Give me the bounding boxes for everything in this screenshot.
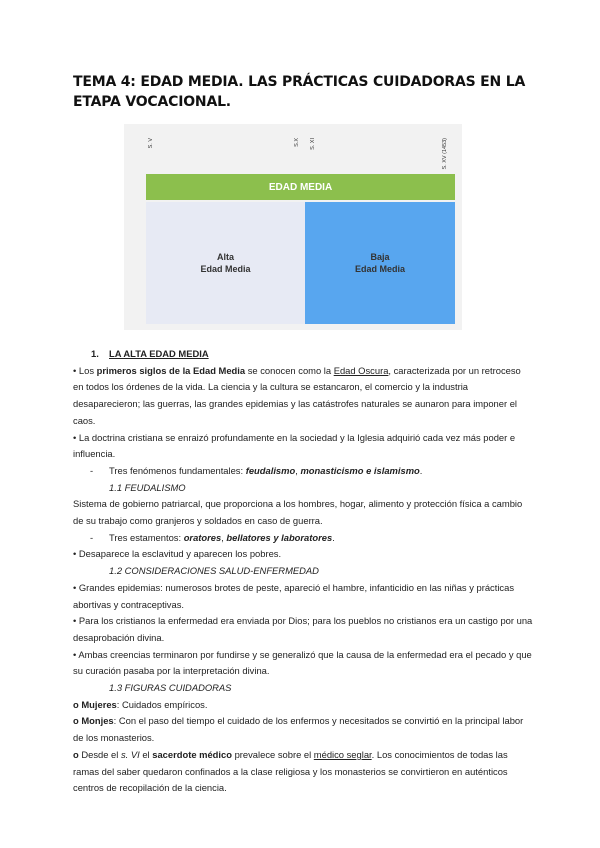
paragraph: • La doctrina cristiana se enraizó profundamente en la sociedad y la Iglesia adquirió cada vez más poder e influencia. bbox=[73, 431, 516, 460]
page-title: TEMA 4: EDAD MEDIA. LAS PRÁCTICAS CUIDADORAS EN LA ETAPA VOCACIONAL. bbox=[73, 74, 526, 110]
tick-label: S. XV (1453) bbox=[442, 138, 448, 170]
timeline-diagram bbox=[124, 124, 462, 330]
alta-edad-media-box bbox=[146, 202, 305, 324]
edad-media-bar: EDAD MEDIA bbox=[146, 174, 455, 200]
baja-edad-media-box bbox=[305, 202, 455, 324]
list-item: o Desde el s. VI el sacerdote médico prevalece sobre el médico seglar. Los conocimientos de todas las ramas del saber quedaron confinados a la clase religiosa y los monasterios se convirtieron en auténticos centros de recopilación de la ciencia. bbox=[73, 748, 508, 794]
subheading: 1.1 FEUDALISMO bbox=[109, 481, 186, 493]
tick-label: S. XI bbox=[310, 138, 316, 150]
baja-label: Baja bbox=[370, 252, 390, 262]
subheading: 1.2 CONSIDERACIONES SALUD-ENFERMEDAD bbox=[109, 565, 319, 577]
document-body bbox=[73, 346, 533, 797]
paragraph: • Grandes epidemias: numerosos brotes de peste, apareció el hambre, infanticidio en las niñas y prácticas abortivas y contraceptivas. bbox=[73, 581, 515, 610]
list-item: - Tres estamentos: oratores, bellatores y laboratores. bbox=[90, 531, 335, 543]
section-number: 1. bbox=[91, 348, 99, 359]
paragraph: • Desaparece la esclavitud y aparecen los pobres. bbox=[73, 548, 282, 560]
list-item: o Monjes: Con el paso del tiempo el cuidado de los enfermos y necesitados se convirtió en la principal labor de los monasterios. bbox=[73, 715, 524, 744]
paragraph: • Los primeros siglos de la Edad Media se conocen como la Edad Oscura, caracterizada por un retroceso en todos los órdenes de la vida. La ciencia y la cultura se estancaron, el comercio y la industria desaparecieron; las guerras, las grandes epidemias y las catástrofes naturales se aunaron para imponer el caos. bbox=[73, 364, 521, 426]
paragraph: Sistema de gobierno patriarcal, que proporciona a los hombres, hogar, alimento y protección física a cambio de su trabajo como granjeros y soldados en caso de guerra. bbox=[73, 498, 523, 527]
section-heading-text: LA ALTA EDAD MEDIA bbox=[109, 348, 209, 359]
subheading: 1.3 FIGURAS CUIDADORAS bbox=[109, 682, 232, 694]
tick-label: S.X bbox=[294, 138, 300, 147]
alta-label: Alta bbox=[216, 252, 234, 262]
section-heading bbox=[73, 346, 533, 363]
tick-label: S. V bbox=[148, 138, 154, 149]
baja-label: Edad Media bbox=[354, 264, 405, 274]
list-item: - Tres fenómenos fundamentales: feudalismo, monasticismo e islamismo. bbox=[90, 464, 423, 476]
alta-label: Edad Media bbox=[200, 264, 251, 274]
paragraph: • Para los cristianos la enfermedad era enviada por Dios; para los pueblos no cristianos era un castigo por una desaprobación divina. bbox=[73, 615, 533, 643]
paragraph: • Ambas creencias terminaron por fundirse y se generalizó que la causa de la enfermedad era el pecado y que su curación pasaba por la interpretación divina. bbox=[73, 648, 532, 677]
list-item: o Mujeres: Cuidados empíricos. bbox=[73, 698, 208, 710]
